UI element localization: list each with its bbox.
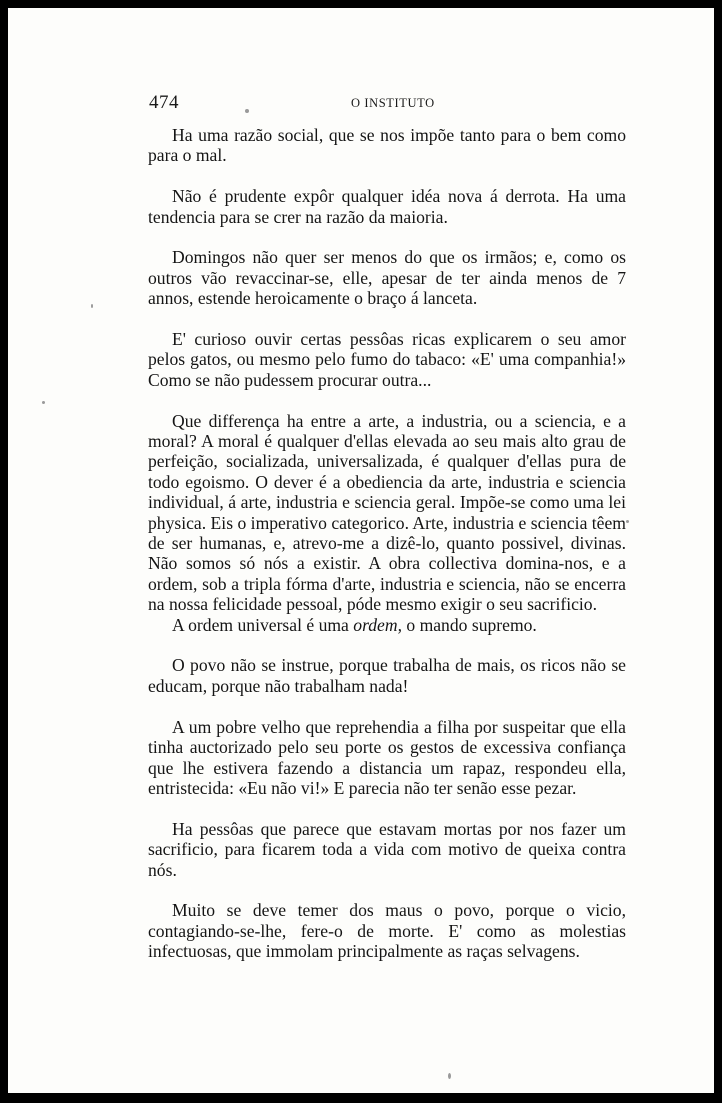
paragraph-idea-nova: Não é prudente expôr qualquer idéa nova á derrota. Ha uma tendencia para se crer na razão da maioria. xyxy=(148,186,626,227)
paragraph-pessoas-ricas: E' curioso ouvir certas pessôas ricas explicarem o seu amor pelos gatos, ou mesmo pelo fumo do tabaco: «E' uma companhia!» Como se não pudessem procurar outra... xyxy=(148,329,626,390)
body-text xyxy=(148,125,626,962)
running-head xyxy=(149,92,629,116)
ordem-emphasis: ordem, xyxy=(353,614,402,635)
paper-speck xyxy=(448,1073,451,1079)
paragraph-maus-povo: Muito se deve temer dos maus o povo, porque o vicio, contagiando-se-lhe, fere-o de morte. E' como as molestias infectuosas, que immolam principalmente as raças selvagens. xyxy=(148,900,626,962)
paper-speck xyxy=(91,304,93,308)
paragraph-domingos: Domingos não quer ser menos do que os irmãos; e, como os outros vão revaccinar-se, elle, apesar de ter ainda menos de 7 annos, estende heroicamente o braço á lanceta. xyxy=(148,247,626,309)
ordem-text-before: A ordem universal é uma xyxy=(172,614,354,635)
paper-speck xyxy=(626,520,629,523)
journal-title: O INSTITUTO xyxy=(351,96,435,110)
paragraph-ordem-universal xyxy=(148,615,626,635)
paragraph-razao-social: Ha uma razão social, que se nos impõe tanto para o bem como para o mal. xyxy=(148,125,626,166)
paragraph-sacrificio: Ha pessôas que parece que estavam mortas por nos fazer um sacrificio, para ficarem toda a vida com motivo de queixa contra nós. xyxy=(148,818,626,880)
paper-speck xyxy=(245,109,249,113)
ordem-text-after: o mando supremo. xyxy=(401,614,537,635)
paragraph-pobre-velho: A um pobre velho que reprehendia a filha por suspeitar que ella tinha auctorizado pelo seu porte os gestos de excessiva confiança que lhe estivera fazendo a distancia um rapaz, respondeu ella, entristecida: «Eu não vi!» E parecia não ter senão esse pezar. xyxy=(148,716,626,798)
paragraph-povo-ricos: O povo não se instrue, porque trabalha de mais, os ricos não se educam, porque não trabalham nada! xyxy=(148,655,626,696)
paper-speck xyxy=(42,401,45,404)
paragraph-arte-industria-sciencia: Que differença ha entre a arte, a industria, ou a sciencia, e a moral? A moral é qualquer d'ellas elevada ao seu mais alto grau de perfeição, socializada, universalizada, é qualquer d'ellas pura de todo egoismo. O dever é a obediencia da arte, industria e sciencia individual, á arte, industria e sciencia geral. Impõe-se como uma lei physica. Eis o imperativo categorico. Arte, industria e sciencia têem de ser humanas, e, atrevo-me a dizê-lo, quanto possivel, divinas. Não somos só nós a existir. A obra collectiva domina-nos, e a ordem, sob a tripla fórma d'arte, industria e sciencia, não se encerra na nossa felicidade pessoal, póde mesmo exigir o seu sacrificio. xyxy=(148,410,626,615)
book-page xyxy=(8,8,714,1093)
page-number: 474 xyxy=(149,92,179,113)
